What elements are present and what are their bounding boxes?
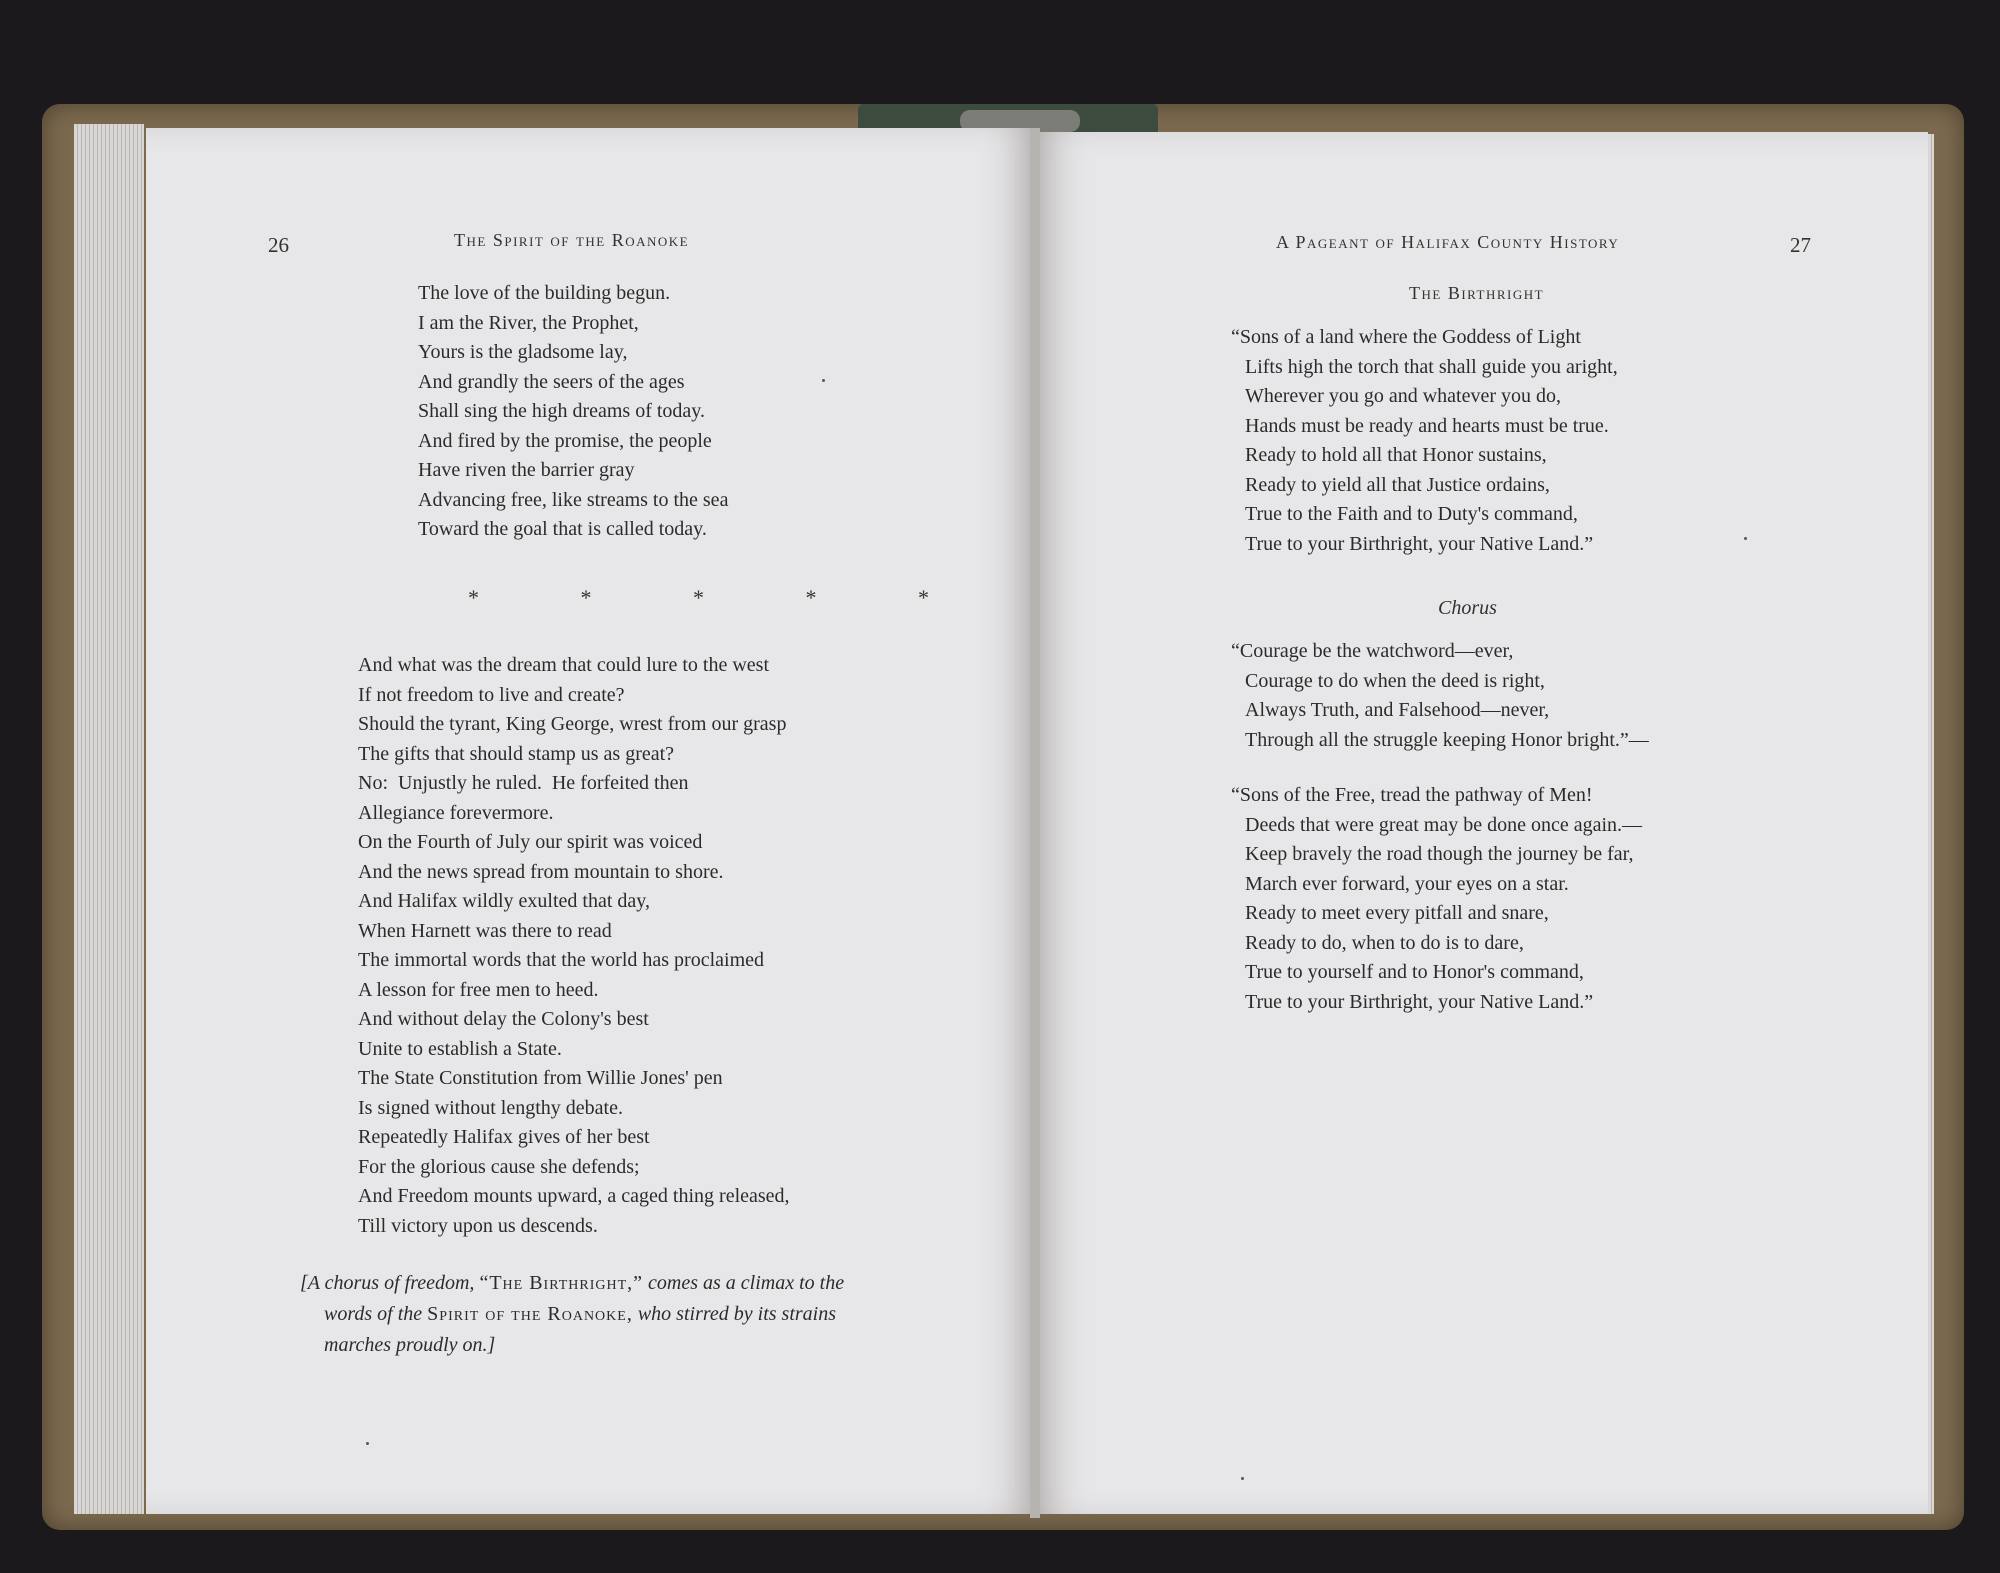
stage-title: “The Birthright,” xyxy=(479,1272,644,1294)
verse-line: Ready to hold all that Honor sustains, xyxy=(1245,444,1547,466)
verse-line: And Halifax wildly exulted that day, xyxy=(358,890,650,912)
verse-line: True to your Birthright, your Native Land.” xyxy=(1245,990,1594,1013)
verse-line: True to yourself and to Honor's command, xyxy=(1245,961,1584,983)
right-stanza-2 xyxy=(1231,781,1643,1017)
verse-line: Is signed without lengthy debate. xyxy=(358,1096,623,1119)
verse-line: Lifts high the torch that shall guide you aright, xyxy=(1245,355,1618,378)
verse-line: Yours is the gladsome lay, xyxy=(418,341,628,363)
verse-line: On the Fourth of July our spirit was voiced xyxy=(358,831,703,853)
verse-line: “Sons of the Free, tread the pathway of Men! xyxy=(1231,784,1593,806)
verse-line: “Sons of a land where the Goddess of Light xyxy=(1231,326,1581,348)
stage-character: Spirit of the Roanoke, xyxy=(427,1303,633,1325)
stage-text: comes as a climax to the xyxy=(643,1272,845,1294)
stage-direction xyxy=(300,1268,844,1361)
book-gutter xyxy=(1030,128,1040,1518)
verse-line: Courage to do when the deed is right, xyxy=(1245,669,1545,692)
left-page-edges xyxy=(74,124,144,1514)
verse-line: “Courage be the watchword—ever, xyxy=(1231,640,1514,662)
left-page-number: 26 xyxy=(268,233,289,257)
paper-speck xyxy=(366,1442,369,1445)
verse-line: The love of the building begun. xyxy=(418,282,671,304)
verse-line: The State Constitution from Willie Jones' pen xyxy=(358,1067,723,1089)
right-stanza-1 xyxy=(1231,323,1618,559)
verse-line: The immortal words that the world has proclaimed xyxy=(358,949,765,971)
stage-text: who stirred by its strains xyxy=(632,1303,837,1325)
verse-line: Repeatedly Halifax gives of her best xyxy=(358,1126,650,1148)
verse-line: Advancing free, like streams to the sea xyxy=(418,488,729,511)
stage-direction-line xyxy=(300,1299,844,1330)
verse-line: Shall sing the high dreams of today. xyxy=(418,400,705,422)
verse-line: Wherever you go and whatever you do, xyxy=(1245,385,1561,407)
verse-line: True to the Faith and to Duty's command, xyxy=(1245,503,1578,525)
verse-line: True to your Birthright, your Native Land.” xyxy=(1245,532,1594,555)
paper-speck xyxy=(1744,537,1747,540)
verse-line: Ready to do, when to do is to dare, xyxy=(1245,931,1524,954)
right-running-head: A Pageant of Halifax County History xyxy=(1276,232,1620,252)
verse-line: Always Truth, and Falsehood—never, xyxy=(1245,699,1550,721)
paper-speck xyxy=(822,379,825,382)
verse-line: And Freedom mounts upward, a caged thing released, xyxy=(358,1185,790,1207)
verse-line: If not freedom to live and create? xyxy=(358,683,625,706)
verse-line: A lesson for free men to heed. xyxy=(358,978,599,1001)
section-break-asterism: * * * * * xyxy=(468,585,977,610)
chorus-stanza xyxy=(1231,637,1649,755)
verse-line: And what was the dream that could lure to the west xyxy=(358,654,769,676)
verse-line: And fired by the promise, the people xyxy=(418,429,712,452)
verse-line: Hands must be ready and hearts must be true. xyxy=(1245,414,1609,437)
verse-line: Ready to yield all that Justice ordains, xyxy=(1245,473,1550,496)
verse-line: And grandly the seers of the ages xyxy=(418,370,685,393)
verse-line: Toward the goal that is called today. xyxy=(418,518,707,540)
verse-line: Have riven the barrier gray xyxy=(418,459,635,481)
chorus-heading: Chorus xyxy=(1438,597,1497,619)
verse-line: March ever forward, your eyes on a star. xyxy=(1245,872,1569,895)
stage-direction-line xyxy=(300,1268,844,1299)
verse-line: And the news spread from mountain to shore. xyxy=(358,860,724,883)
verse-line: I am the River, the Prophet, xyxy=(418,311,639,334)
right-page-number: 27 xyxy=(1790,233,1811,257)
verse-line: Keep bravely the road though the journey be far, xyxy=(1245,843,1634,865)
poem-title: The Birthright xyxy=(1409,283,1545,303)
verse-line: Deeds that were great may be done once again.— xyxy=(1245,813,1643,836)
verse-line: Unite to establish a State. xyxy=(358,1037,562,1060)
stage-text: [A chorus of freedom, xyxy=(300,1272,480,1294)
verse-line: Till victory upon us descends. xyxy=(358,1214,598,1237)
left-stanza-1 xyxy=(418,279,728,545)
left-running-head: The Spirit of the Roanoke xyxy=(454,230,690,250)
verse-line: No: Unjustly he ruled. He forfeited then xyxy=(358,772,689,794)
left-stanza-2 xyxy=(358,651,790,1241)
verse-line: And without delay the Colony's best xyxy=(358,1008,649,1030)
paper-speck xyxy=(1241,1477,1244,1480)
verse-line: Should the tyrant, King George, wrest from our grasp xyxy=(358,713,787,735)
verse-line: Allegiance forevermore. xyxy=(358,801,554,824)
verse-line: Through all the struggle keeping Honor bright.”— xyxy=(1245,728,1649,751)
verse-line: When Harnett was there to read xyxy=(358,919,612,942)
verse-line: The gifts that should stamp us as great? xyxy=(358,742,675,765)
stage-text: words of the xyxy=(324,1303,428,1325)
verse-line: Ready to meet every pitfall and snare, xyxy=(1245,902,1549,924)
verse-line: For the glorious cause she defends; xyxy=(358,1155,640,1178)
stage-direction-line: marches proudly on.] xyxy=(324,1334,496,1356)
